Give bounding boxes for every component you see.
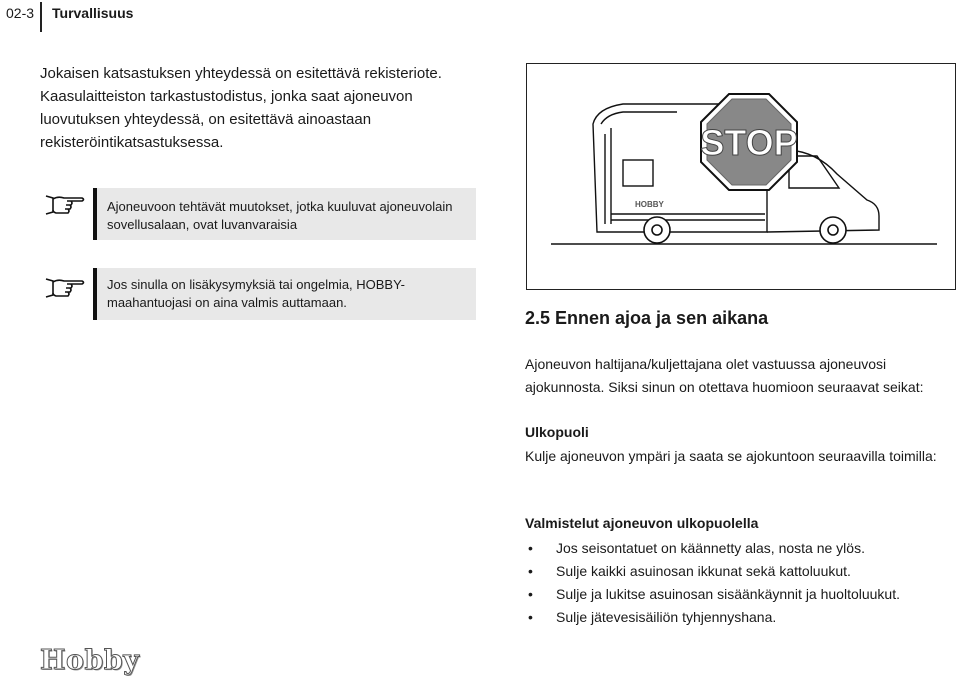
- note-text: Ajoneuvoon tehtävät muutokset, jotka kuuluvat ajoneuvolain sovellusalaan, ovat luvanvaraisia: [107, 199, 453, 232]
- note-text: Jos sinulla on lisäkysymyksiä tai ongelmia, HOBBY-maahantuojasi on aina valmis auttamaan.: [107, 277, 405, 310]
- pointing-hand-icon: [44, 192, 86, 218]
- note-box: [93, 188, 476, 240]
- bullet-symbol: •: [528, 609, 533, 625]
- list-item: [525, 537, 900, 560]
- list-item-text: Sulje jätevesisäiliön tyhjennyshana.: [556, 609, 777, 625]
- bullet-symbol: •: [528, 586, 533, 602]
- section-title: 2.5 Ennen ajoa ja sen aikana: [525, 308, 769, 328]
- stop-sign-text: STOP: [700, 122, 798, 163]
- page-number: 02-3: [6, 5, 35, 21]
- stop-sign-icon: [700, 94, 797, 190]
- list-item-text: Sulje kaikki asuinosan ikkunat sekä kattoluukut.: [556, 563, 851, 579]
- pointing-hand-icon: [44, 275, 86, 301]
- bullet-symbol: •: [528, 563, 533, 579]
- list-item: [525, 560, 900, 583]
- note-box: [93, 268, 476, 320]
- chapter-title: Turvallisuus: [52, 5, 134, 21]
- header-divider: [40, 2, 42, 32]
- list-item-text: Sulje ja lukitse asuinosan sisäänkäynnit ja huoltoluukut.: [556, 586, 900, 602]
- prep-heading: Valmistelut ajoneuvon ulkopuolella: [525, 515, 759, 531]
- hobby-logo: Hobby: [40, 645, 140, 676]
- bullet-symbol: •: [528, 540, 533, 556]
- exterior-heading: Ulkopuoli: [525, 424, 589, 440]
- list-item: [525, 583, 900, 606]
- stop-illustration: [526, 63, 956, 290]
- bullet-list: [525, 537, 900, 629]
- section-intro: Ajoneuvon haltijana/kuljettajana olet vastuussa ajoneuvosi ajokunnosta. Siksi sinun on otettava huomioon seuraavat seikat:: [525, 356, 924, 395]
- exterior-text: Kulje ajoneuvon ympäri ja saata se ajokuntoon seuraavilla toimilla:: [525, 448, 937, 464]
- list-item: [525, 606, 900, 629]
- intro-paragraph: Jokaisen katsastuksen yhteydessä on esitettävä rekisteriote. Kaasulaitteiston tarkastustodistus, jonka saat ajoneuvon luovutuksen yhteydessä, on esitettävä ainoastaan rekisteröintikatsastuksessa.: [40, 65, 442, 151]
- vehicle-badge: HOBBY: [635, 200, 664, 209]
- list-item-text: Jos seisontatuet on käännetty alas, nosta ne ylös.: [556, 540, 865, 556]
